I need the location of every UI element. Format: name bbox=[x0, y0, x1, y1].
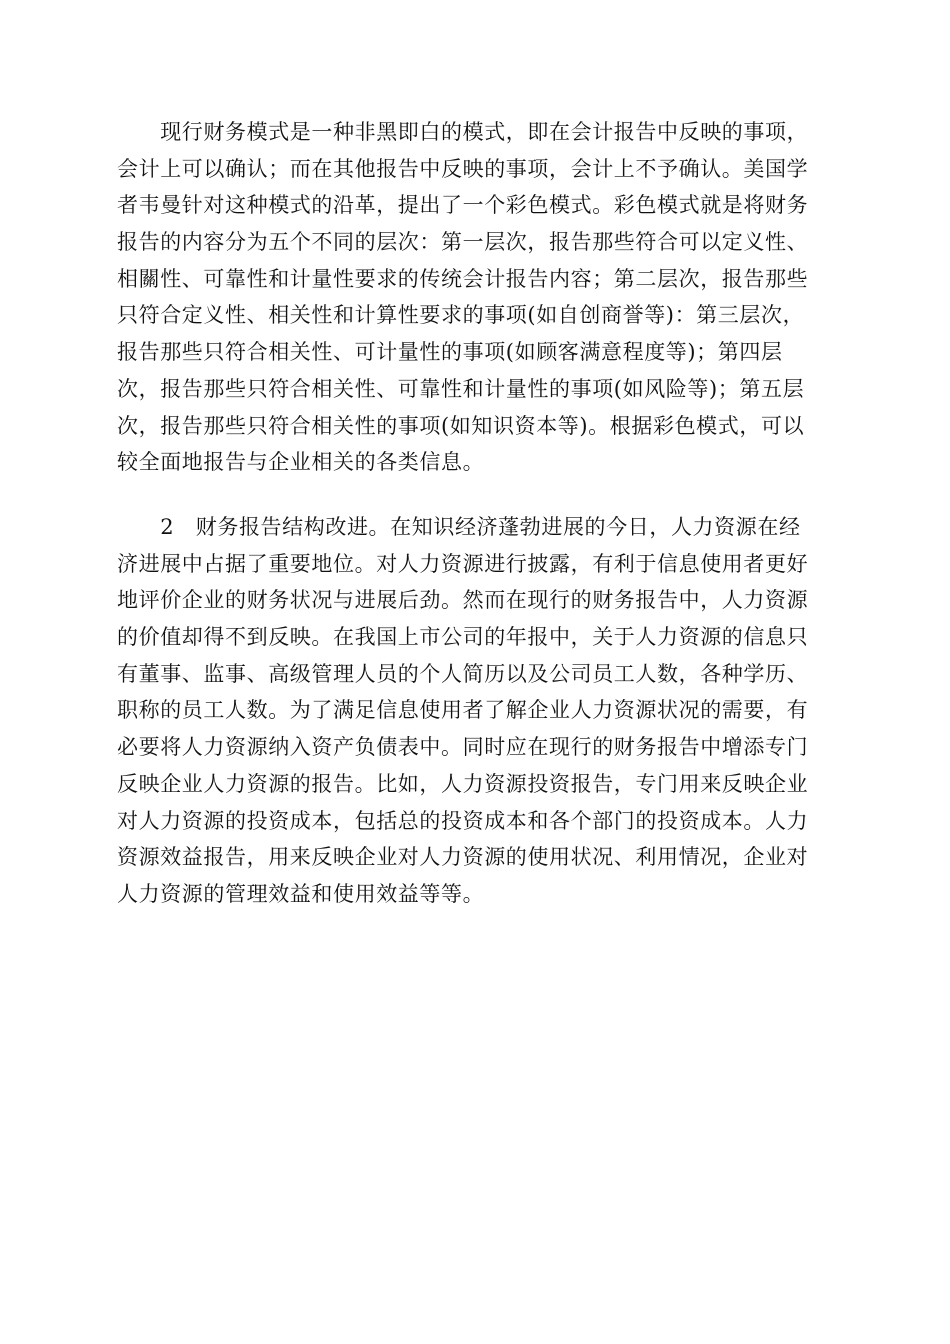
paragraph-color-model bbox=[117, 114, 835, 481]
paragraph-line: 较全面地报告与企业相关的各类信息。 bbox=[117, 450, 485, 475]
paragraph-line: 济进展中占据了重要地位。对人力资源进行披露，有利于信息使用者更好 bbox=[117, 551, 809, 576]
paragraph-line: 会计上可以确认；而在其他报告中反映的事项，会计上不予确认。美国学 bbox=[117, 156, 809, 181]
paragraph-line: 资源效益报告，用来反映企业对人力资源的使用状况、利用情况，企业对 bbox=[117, 845, 809, 870]
paragraph-line: 对人力资源的投资成本，包括总的投资成本和各个部门的投资成本。人力 bbox=[117, 808, 809, 833]
paragraph-line: 人力资源的管理效益和使用效益等等。 bbox=[117, 881, 485, 906]
paragraph-line: 报告那些只符合相关性、可计量性的事项(如顾客满意程度等)；第四层 bbox=[117, 340, 783, 365]
paragraph-line: 相關性、可靠性和计量性要求的传统会计报告内容；第二层次，报告那些 bbox=[117, 266, 809, 291]
paragraph-line: 职称的员工人数。为了满足信息使用者了解企业人力资源状况的需要，有 bbox=[117, 698, 809, 723]
paragraph-line: 只符合定义性、相关性和计算性要求的事项(如自创商誉等)：第三层次， bbox=[117, 303, 805, 328]
paragraph-line: 反映企业人力资源的报告。比如，人力资源投资报告，专门用来反映企业 bbox=[117, 771, 809, 796]
paragraph-line: 次，报告那些只符合相关性的事项(如知识资本等)。根据彩色模式，可以 bbox=[117, 413, 805, 438]
paragraph-line: 者韦曼针对这种模式的沿革，提出了一个彩色模式。彩色模式就是将财务 bbox=[117, 193, 809, 218]
paragraph-line: 的价值却得不到反映。在我国上市公司的年报中，关于人力资源的信息只 bbox=[117, 625, 809, 650]
paragraph-line: 2 财务报告结构改进。在知识经济蓬勃进展的今日，人力资源在经 bbox=[117, 515, 801, 539]
paragraph-line: 报告的内容分为五个不同的层次：第一层次，报告那些符合可以定义性、 bbox=[117, 230, 809, 255]
paragraph-line: 地评价企业的财务状况与进展后劲。然而在现行的财务报告中，人力资源 bbox=[117, 588, 809, 613]
paragraph-line: 必要将人力资源纳入资产负债表中。同时应在现行的财务报告中增添专门 bbox=[117, 735, 809, 760]
paragraph-line: 有董事、监事、高级管理人员的个人简历以及公司员工人数，各种学历、 bbox=[117, 661, 809, 686]
paragraph-line: 次，报告那些只符合相关性、可靠性和计量性的事项(如风险等)；第五层 bbox=[117, 376, 805, 401]
paragraph-line: 现行财务模式是一种非黑即白的模式，即在会计报告中反映的事项， bbox=[117, 120, 809, 144]
paragraph-report-structure bbox=[117, 509, 835, 913]
